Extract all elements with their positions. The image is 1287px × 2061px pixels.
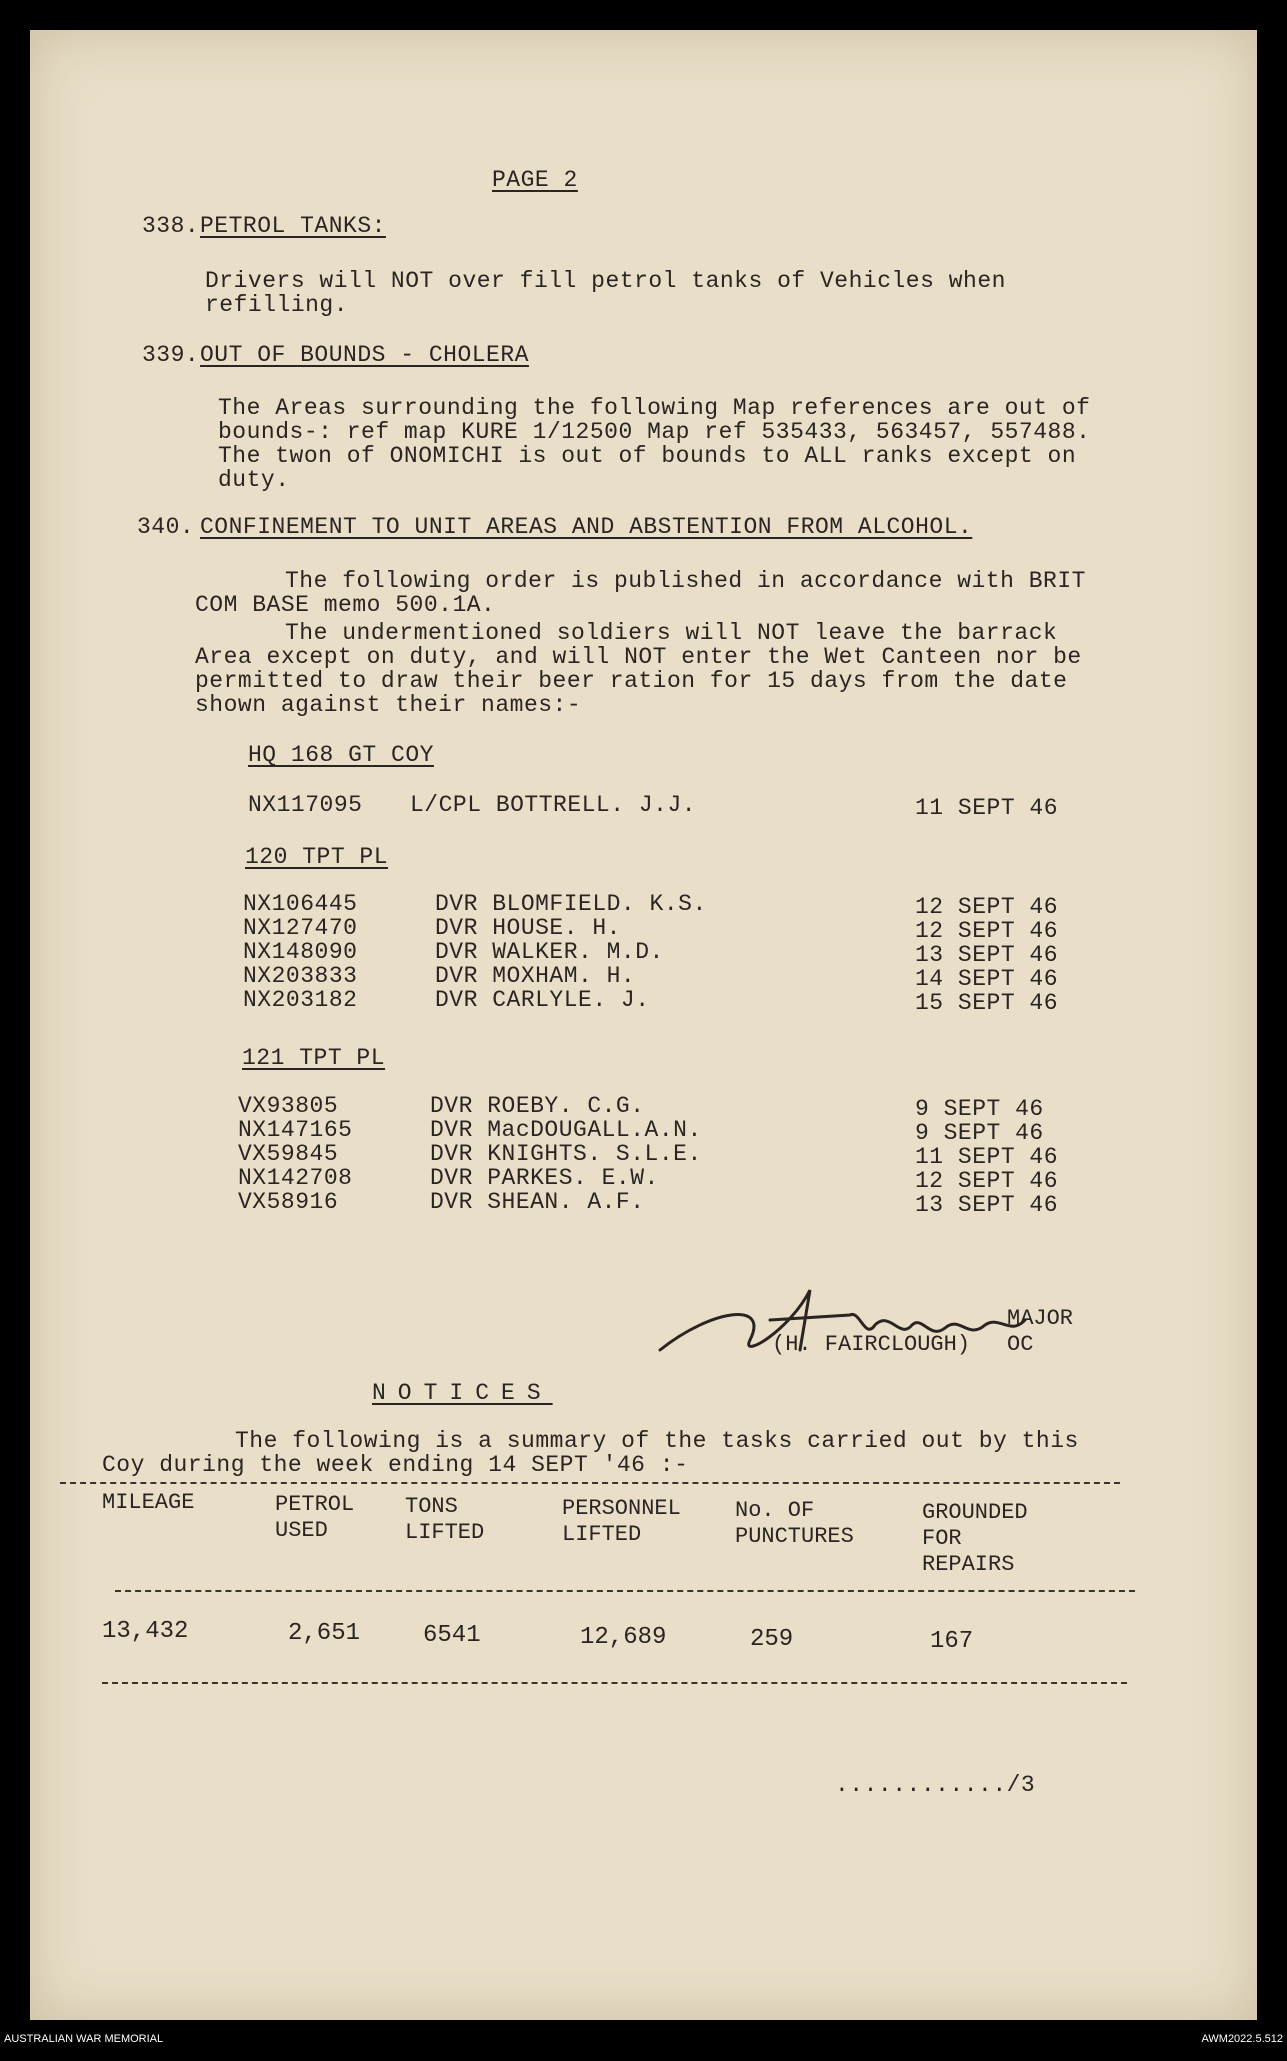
service-number: VX58916 bbox=[238, 1189, 339, 1215]
section-339-line: bounds-: ref map KURE 1/12500 Map ref 535433, 563457, 557488. bbox=[218, 419, 1091, 445]
service-number: NX117095 bbox=[248, 792, 363, 818]
service-number: NX203833 bbox=[243, 963, 358, 989]
service-number: NX127470 bbox=[243, 915, 358, 941]
confinement-date: 9 SEPT 46 bbox=[915, 1096, 1044, 1122]
value-mileage: 13,432 bbox=[102, 1618, 189, 1645]
confinement-date: 13 SEPT 46 bbox=[915, 1192, 1059, 1218]
section-340-line: COM BASE memo 500.1A. bbox=[195, 592, 496, 618]
section-339-line: The Areas surrounding the following Map references are out of bbox=[218, 395, 1091, 421]
section-339-line: The twon of ONOMICHI is out of bounds to ALL ranks except on bbox=[218, 443, 1077, 469]
value-petrol: 2,651 bbox=[288, 1620, 361, 1647]
archive-name: AUSTRALIAN WAR MEMORIAL bbox=[4, 2033, 164, 2045]
signatory-name: (H. FAIRCLOUGH) bbox=[772, 1332, 971, 1357]
soldier-name: DVR SHEAN. A.F. bbox=[430, 1189, 645, 1215]
soldier-name: DVR KNIGHTS. S.L.E. bbox=[430, 1141, 702, 1167]
confinement-date: 11 SEPT 46 bbox=[915, 795, 1059, 821]
soldier-name: DVR ROEBY. C.G. bbox=[430, 1093, 645, 1119]
column-header-personnel: PERSONNEL LIFTED bbox=[562, 1496, 681, 1547]
value-punctures: 259 bbox=[750, 1626, 794, 1653]
column-header-grounded: GROUNDED FOR REPAIRS bbox=[922, 1500, 1028, 1577]
soldier-name: DVR MOXHAM. H. bbox=[435, 963, 636, 989]
service-number: VX59845 bbox=[238, 1141, 339, 1167]
soldier-name: L/CPL BOTTRELL. J.J. bbox=[410, 792, 697, 818]
section-340-line: shown against their names:- bbox=[195, 692, 582, 718]
archive-reference: AWM2022.5.512 bbox=[1201, 2033, 1283, 2045]
column-header-tons: TONS LIFTED bbox=[405, 1494, 485, 1545]
section-339-title: OUT OF BOUNDS - CHOLERA bbox=[200, 342, 529, 368]
archive-footer bbox=[0, 2021, 1287, 2061]
group-heading: HQ 168 GT COY bbox=[248, 742, 434, 768]
notices-intro-line: The following is a summary of the tasks carried out by this bbox=[235, 1428, 1079, 1454]
notices-heading: NOTICES bbox=[372, 1380, 553, 1406]
confinement-date: 12 SEPT 46 bbox=[915, 1168, 1059, 1194]
notices-intro-line: Coy during the week ending 14 SEPT '46 :- bbox=[102, 1452, 689, 1478]
table-rule-bottom bbox=[102, 1682, 1127, 1684]
column-header-punctures: No. OF PUNCTURES bbox=[735, 1498, 854, 1549]
confinement-date: 11 SEPT 46 bbox=[915, 1144, 1059, 1170]
column-header-mileage: MILEAGE bbox=[102, 1490, 195, 1515]
confinement-date: 9 SEPT 46 bbox=[915, 1120, 1044, 1146]
continuation-marker: ............/3 bbox=[835, 1772, 1036, 1798]
service-number: NX148090 bbox=[243, 939, 358, 965]
section-340-line: permitted to draw their beer ration for 15 days from the date bbox=[195, 668, 1068, 694]
soldier-name: DVR HOUSE. H. bbox=[435, 915, 621, 941]
signatory-rank: MAJOR bbox=[1007, 1306, 1074, 1331]
section-340-line: The undermentioned soldiers will NOT leave the barrack bbox=[285, 620, 1058, 646]
soldier-name: DVR WALKER. M.D. bbox=[435, 939, 664, 965]
value-tons: 6541 bbox=[423, 1622, 481, 1649]
confinement-date: 12 SEPT 46 bbox=[915, 894, 1059, 920]
confinement-date: 13 SEPT 46 bbox=[915, 942, 1059, 968]
section-338-number: 338. bbox=[142, 213, 200, 239]
soldier-name: DVR PARKES. E.W. bbox=[430, 1165, 659, 1191]
page-header: PAGE 2 bbox=[492, 167, 578, 193]
group-heading: 121 TPT PL bbox=[242, 1045, 386, 1071]
service-number: NX106445 bbox=[243, 891, 358, 917]
column-header-petrol: PETROL USED bbox=[275, 1492, 355, 1543]
signatory-role: OC bbox=[1007, 1332, 1034, 1357]
service-number: NX203182 bbox=[243, 987, 358, 1013]
section-338-line: Drivers will NOT over fill petrol tanks of Vehicles when bbox=[205, 268, 1006, 294]
service-number: VX93805 bbox=[238, 1093, 339, 1119]
value-grounded: 167 bbox=[930, 1628, 974, 1655]
service-number: NX147165 bbox=[238, 1117, 353, 1143]
group-heading: 120 TPT PL bbox=[245, 844, 389, 870]
document-page bbox=[30, 30, 1257, 2020]
service-number: NX142708 bbox=[238, 1165, 353, 1191]
section-338-line: refilling. bbox=[205, 292, 349, 318]
value-personnel: 12,689 bbox=[580, 1624, 667, 1651]
soldier-name: DVR MacDOUGALL.A.N. bbox=[430, 1117, 702, 1143]
section-339-number: 339. bbox=[142, 342, 200, 368]
table-rule-middle bbox=[115, 1590, 1135, 1592]
confinement-date: 14 SEPT 46 bbox=[915, 966, 1059, 992]
section-340-line: Area except on duty, and will NOT enter the Wet Canteen nor be bbox=[195, 644, 1082, 670]
section-339-line: duty. bbox=[218, 467, 290, 493]
section-340-number: 340. bbox=[137, 514, 195, 540]
section-338-title: PETROL TANKS: bbox=[200, 213, 386, 239]
confinement-date: 15 SEPT 46 bbox=[915, 990, 1059, 1016]
confinement-date: 12 SEPT 46 bbox=[915, 918, 1059, 944]
soldier-name: DVR BLOMFIELD. K.S. bbox=[435, 891, 707, 917]
soldier-name: DVR CARLYLE. J. bbox=[435, 987, 650, 1013]
table-rule-top bbox=[60, 1482, 1120, 1484]
section-340-title: CONFINEMENT TO UNIT AREAS AND ABSTENTION FROM ALCOHOL. bbox=[200, 514, 973, 540]
section-340-line: The following order is published in accordance with BRIT bbox=[285, 568, 1086, 594]
